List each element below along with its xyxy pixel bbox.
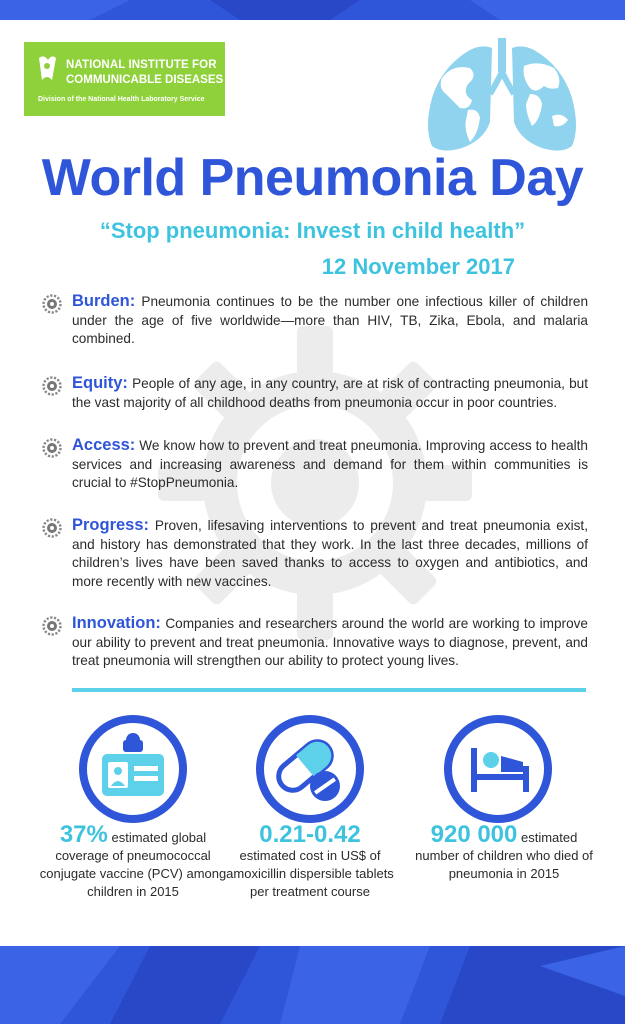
stat-text: number of children who died of pneumonia in 2015 [415,848,593,881]
logo-line1: NATIONAL INSTITUTE FOR [66,59,217,71]
lungs-world-map-icon [412,38,592,158]
pills-icon [255,714,365,824]
item-text: Pneumonia continues to be the number one infectious killer of children under the age of five worldwide—more than HIV, TB, Zika, Ebola, and malaria combined. [72,294,588,346]
item-text: We know how to prevent and treat pneumonia. Improving access to health services and increasing awareness and demand for them within communities is crucial to #StopPneumonia. [72,438,588,490]
item-burden [42,292,588,349]
gear-bullet-icon [42,616,62,636]
logo-line3: Division of the National Health Laboratory Service [38,96,205,103]
item-heading: Access: [72,436,136,454]
gear-bullet-icon [42,438,62,458]
bottom-band [0,946,625,1024]
stat-pcv-coverage [38,821,228,901]
item-heading: Progress: [72,516,150,534]
stat-text: coverage of pneumococcal conjugate vaccine (PCV) among children in 2015 [39,848,227,899]
event-date: 12 November 2017 [321,254,515,279]
stat-value: 37% [59,821,108,848]
item-text: Proven, lifesaving interventions to prevent and treat pneumonia exist, and history has demonstrated that they work. In the last three decades, millions of children’s lives have been saved thanks to access to oxygen and antibiotics, and more recently with new vaccines. [72,518,588,589]
stat-text: estimated global [107,830,207,845]
item-heading: Equity: [72,374,128,392]
item-heading: Innovation: [72,614,161,632]
section-divider [72,688,586,692]
gear-bullet-icon [42,294,62,314]
item-access [42,436,588,493]
stat-value: 920 000 [430,821,518,848]
stat-value: 0.21-0.42 [259,821,361,848]
item-text: People of any age, in any country, are at risk of contracting pneumonia, but the vast majority of all childhood deaths from pneumonia occur in poor countries. [72,376,588,410]
item-text: Companies and researchers around the world are working to improve our ability to prevent and treat pneumonia. Innovative ways to diagnose, prevent, and treat pneumonia will strengthen our ability to protect young lives. [72,616,588,668]
item-innovation [42,614,588,671]
nicd-logo [24,42,225,116]
stat-child-deaths [412,821,596,883]
gear-bullet-icon [42,518,62,538]
page-title: World Pneumonia Day [41,149,584,207]
top-band [0,0,625,20]
item-progress [42,516,588,591]
slogan: “Stop pneumonia: Invest in child health” [99,218,526,243]
hospital-bed-icon [443,714,553,824]
stat-text: estimated [517,830,578,845]
logo-line2: COMMUNICABLE DISEASES [66,74,224,86]
stat-text: estimated cost in US$ of amoxicillin dispersible tablets per treatment course [226,848,394,899]
nicd-logo-icon [36,54,58,82]
id-card-icon [78,714,188,824]
stat-amoxicillin-cost [216,821,404,901]
item-heading: Burden: [72,292,136,310]
gear-bullet-icon [42,376,62,396]
item-equity [42,374,588,412]
